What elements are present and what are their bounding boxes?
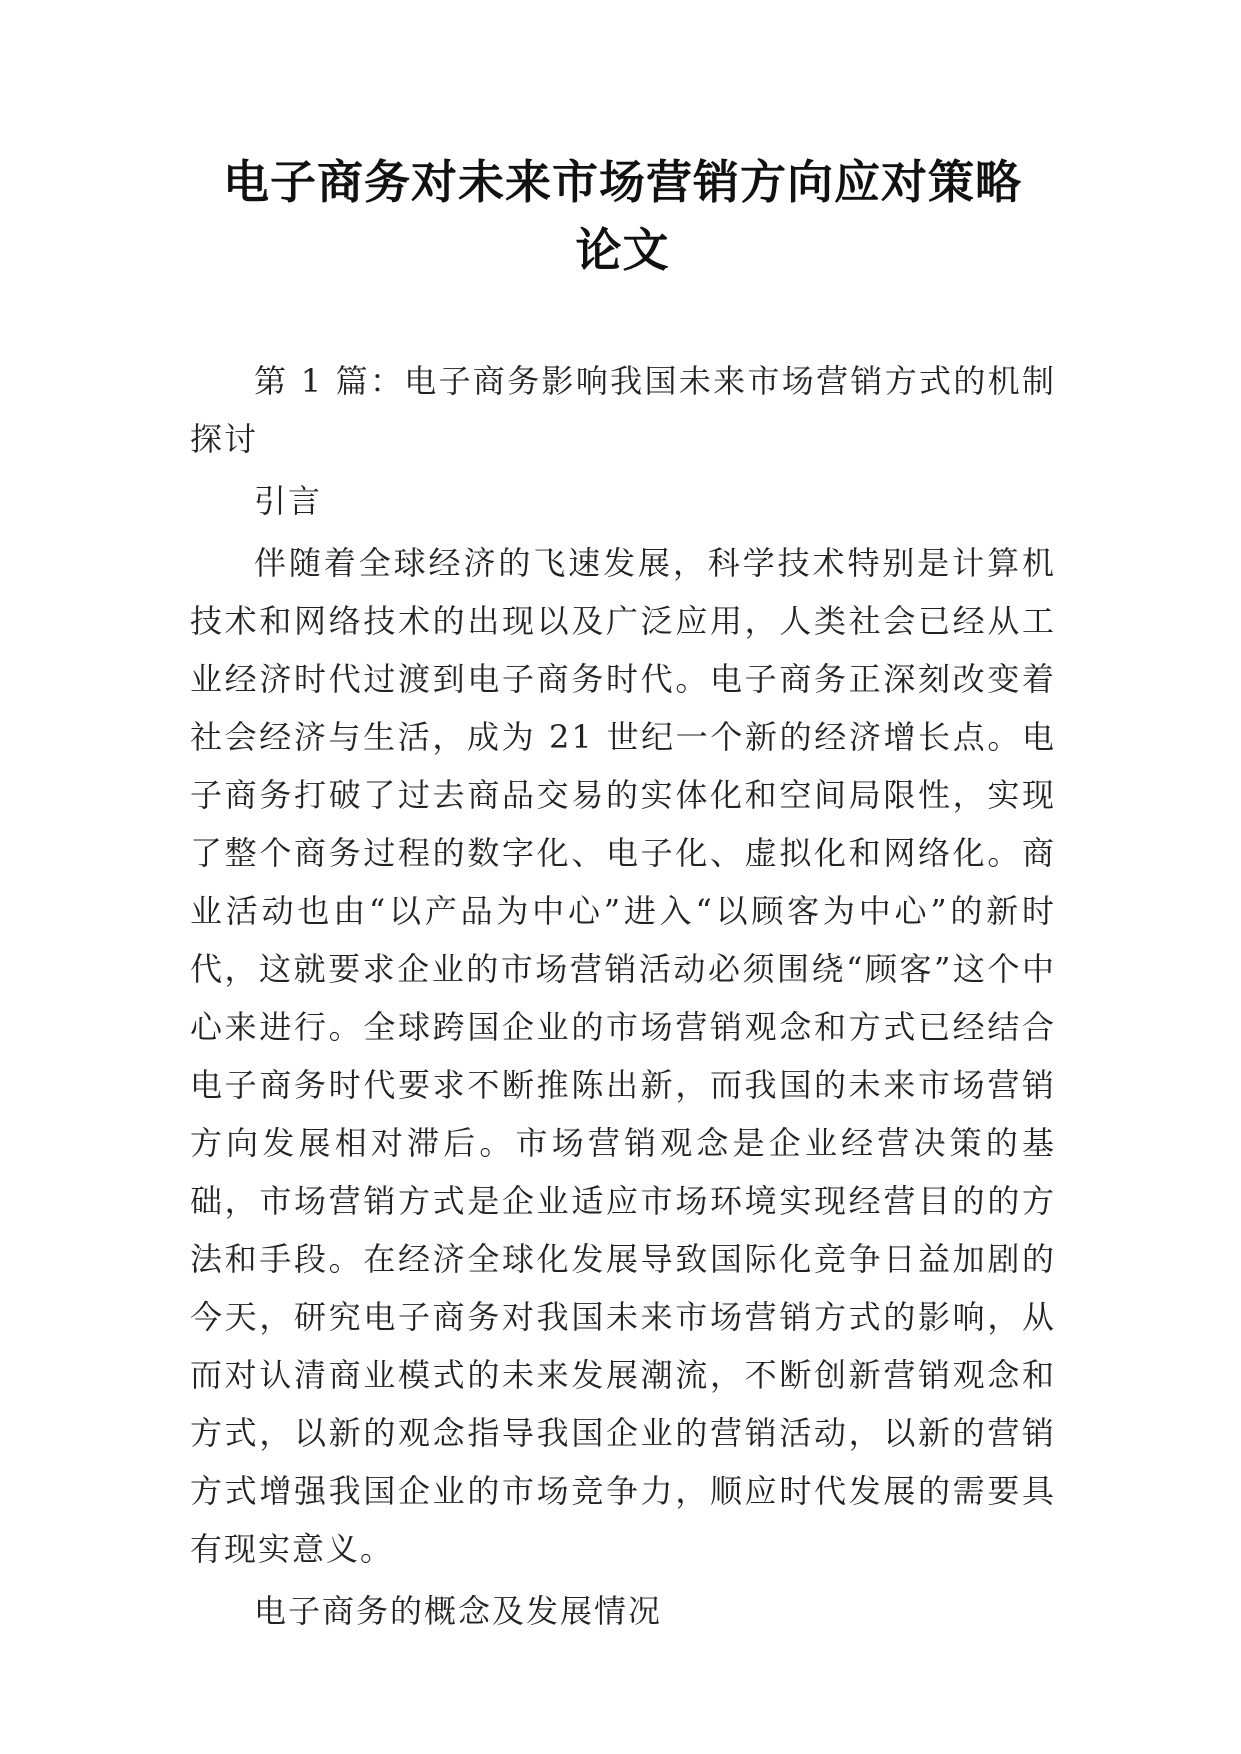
body-paragraph: 伴随着全球经济的飞速发展，科学技术特别是计算机技术和网络技术的出现以及广泛应用，人类社会已经从工业经济时代过渡到电子商务时代。电子商务正深刻改变着社会经济与生活，成为 21 世纪一个新的经济增长点。电子商务打破了过去商品交易的实体化和空间局限性，实现了整个商务过程的数字化、电子化、虚拟化和网络化。商业活动也由“以产品为中心”进入“以顾客为中心”的新时代，这就要求企业的市场营销活动必须围绕“顾客”这个中心来进行。全球跨国企业的市场营销观念和方式已经结合电子商务时代要求不断推陈出新，而我国的未来市场营销方向发展相对滞后。市场营销观念是企业经营决策的基础，市场营销方式是企业适应市场环境实现经营目的的方法和手段。在经济全球化发展导致国际化竞争日益加剧的今天，研究电子商务对我国未来市场营销方式的影响，从而对认清商业模式的未来发展潮流，不断创新营销观念和方式，以新的观念指导我国企业的营销活动，以新的营销方式增强我国企业的市场竞争力，顺应时代发展的需要具有现实意义。 (190, 544, 1056, 1568)
chapter-heading: 第 1 篇：电子商务影响我国未来市场营销方式的机制探讨 (190, 362, 1056, 458)
document-body (190, 352, 1056, 1640)
section-heading-concept: 电子商务的概念及发展情况 (254, 1592, 663, 1630)
document-title: 电子商务对未来市场营销方向应对策略论文 (223, 155, 1022, 277)
section-heading-introduction: 引言 (254, 482, 323, 520)
